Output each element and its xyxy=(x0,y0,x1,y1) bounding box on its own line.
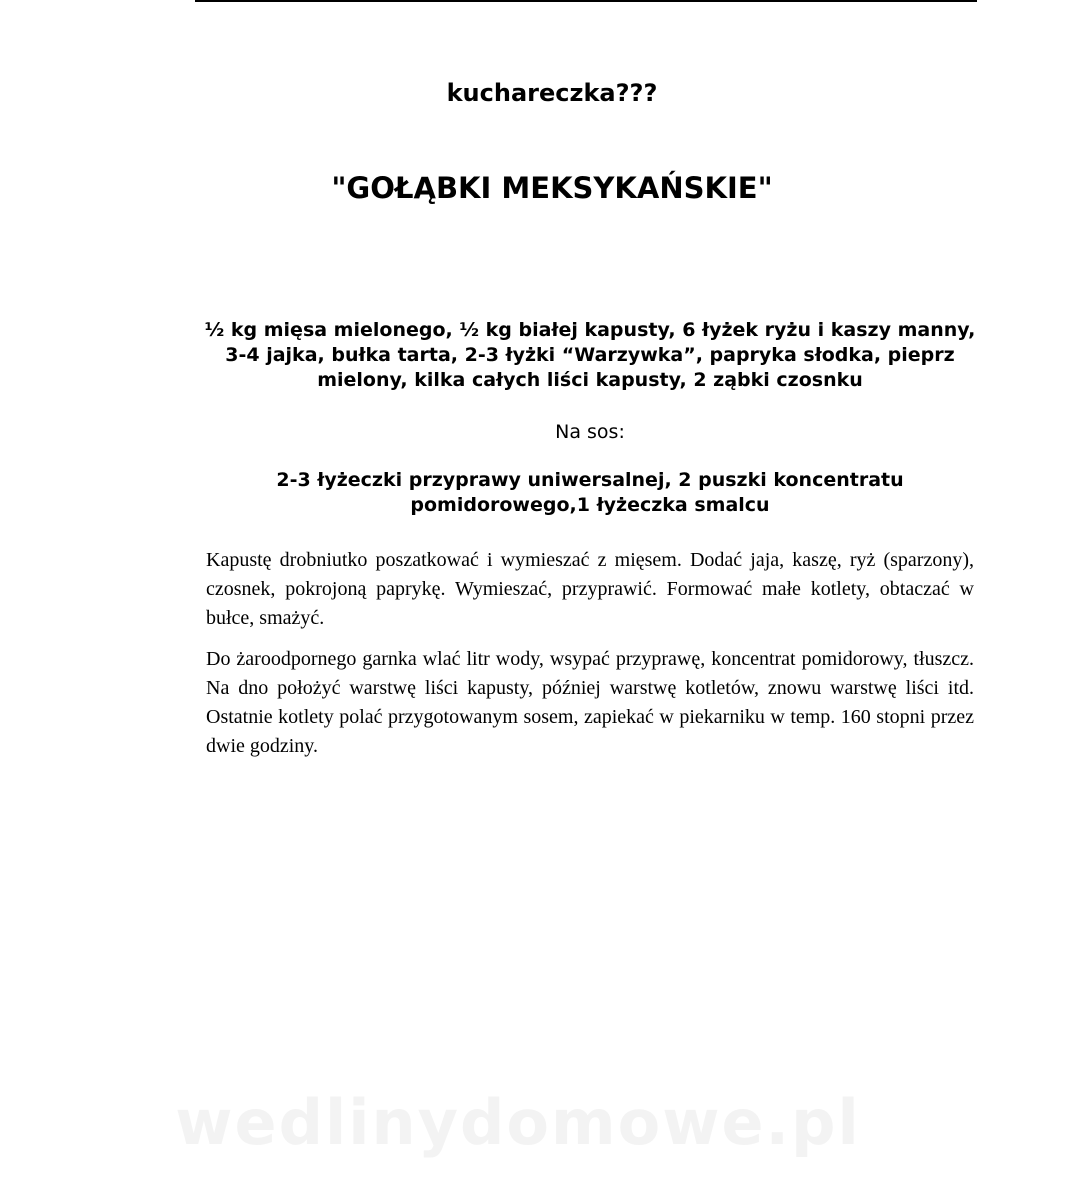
instructions-paragraph-1: Kapustę drobniutko poszatkować i wymieszać z mięsem. Dodać jaja, kaszę, ryż (sparzony), czosnek, pokrojoną paprykę. Wymieszać, przyprawić. Formować małe kotlety, obtaczać w bułce, smażyć. xyxy=(206,549,974,629)
author-name: kuchareczka??? xyxy=(446,79,658,107)
sauce-ingredients: 2-3 łyżeczki przyprawy uniwersalnej, 2 puszki koncentratu pomidorowego,1 łyżeczka smalcu xyxy=(276,469,904,516)
ingredients-list: ½ kg mięsa mielonego, ½ kg białej kapusty, 6 łyżek ryżu i kaszy manny, 3-4 jajka, bułka tarta, 2-3 łyżki “Warzywka”, papryka słodka, pieprz mielony, kilka całych liści kapusty, 2 ząbki czosnku xyxy=(204,319,976,391)
top-rule xyxy=(195,0,977,2)
recipe-title: "GOŁĄBKI MEKSYKAŃSKIE" xyxy=(331,171,773,205)
instructions-paragraph-2: Do żaroodpornego garnka wlać litr wody, wsypać przyprawę, koncentrat pomidorowy, tłuszcz. Na dno położyć warstwę liści kapusty, później warstwę kotletów, znowu warstwę liści itd. Ostatnie kotlety polać przygotowanym sosem, zapiekać w piekarniku w temp. 160 stopni przez dwie godziny. xyxy=(206,648,974,757)
sauce-label: Na sos: xyxy=(555,421,625,443)
watermark: wedlinydomowe.pl xyxy=(175,1086,861,1159)
